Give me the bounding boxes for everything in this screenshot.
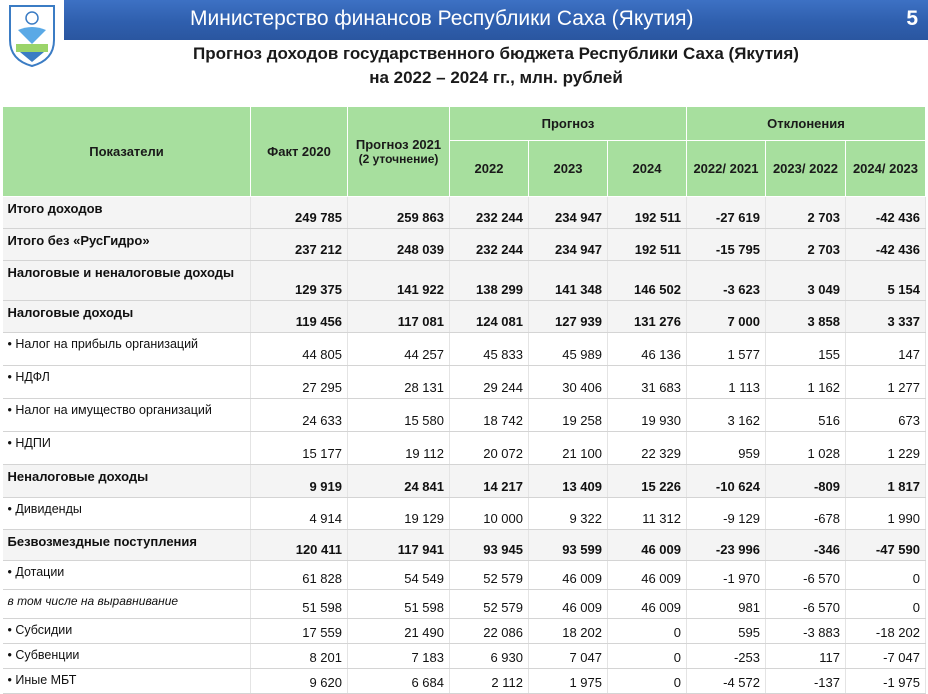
cell-value: 1 162 xyxy=(766,366,846,399)
cell-value: 22 329 xyxy=(608,432,687,465)
cell-value: 3 337 xyxy=(846,301,926,333)
cell-value: 117 941 xyxy=(348,530,450,561)
cell-value: 17 559 xyxy=(251,619,348,644)
row-label: • Субвенции xyxy=(3,644,251,669)
cell-value: -42 436 xyxy=(846,229,926,261)
cell-value: 29 244 xyxy=(450,366,529,399)
cell-value: -346 xyxy=(766,530,846,561)
page-title-line2: на 2022 – 2024 гг., млн. рублей xyxy=(369,68,623,87)
cell-value: 52 579 xyxy=(450,590,529,619)
cell-value: -253 xyxy=(687,644,766,669)
cell-value: 45 989 xyxy=(529,333,608,366)
cell-value: 3 162 xyxy=(687,399,766,432)
table-row xyxy=(3,301,926,333)
cell-value: 6 684 xyxy=(348,669,450,694)
row-label: • НДПИ xyxy=(3,432,251,465)
cell-value: 146 502 xyxy=(608,261,687,301)
cell-value: 124 081 xyxy=(450,301,529,333)
cell-value: 51 598 xyxy=(348,590,450,619)
cell-value: -15 795 xyxy=(687,229,766,261)
cell-value: 3 049 xyxy=(766,261,846,301)
cell-value: 1 975 xyxy=(529,669,608,694)
header-dev-2024-2023: 2024/ 2023 xyxy=(846,141,926,197)
row-label: • Налог на имущество организаций xyxy=(3,399,251,432)
cell-value: 9 620 xyxy=(251,669,348,694)
cell-value: 51 598 xyxy=(251,590,348,619)
cell-value: 46 009 xyxy=(608,590,687,619)
cell-value: 147 xyxy=(846,333,926,366)
cell-value: 18 202 xyxy=(529,619,608,644)
cell-value: 248 039 xyxy=(348,229,450,261)
page-title xyxy=(64,42,928,90)
cell-value: 15 177 xyxy=(251,432,348,465)
cell-value: 1 028 xyxy=(766,432,846,465)
cell-value: 46 009 xyxy=(608,561,687,590)
table-row xyxy=(3,498,926,530)
cell-value: 0 xyxy=(608,669,687,694)
cell-value: 4 914 xyxy=(251,498,348,530)
header-deviations-group: Отклонения xyxy=(687,107,926,141)
cell-value: 259 863 xyxy=(348,197,450,229)
cell-value: 9 919 xyxy=(251,465,348,498)
cell-value: 1 817 xyxy=(846,465,926,498)
table-row xyxy=(3,669,926,694)
cell-value: 15 226 xyxy=(608,465,687,498)
revenue-forecast-table xyxy=(2,106,926,694)
cell-value: 0 xyxy=(608,619,687,644)
cell-value: 28 131 xyxy=(348,366,450,399)
row-label: Налоговые и неналоговые доходы xyxy=(3,261,251,301)
cell-value: 117 xyxy=(766,644,846,669)
cell-value: 673 xyxy=(846,399,926,432)
cell-value: 5 154 xyxy=(846,261,926,301)
cell-value: 192 511 xyxy=(608,197,687,229)
row-label: Неналоговые доходы xyxy=(3,465,251,498)
cell-value: 15 580 xyxy=(348,399,450,432)
row-label: Налоговые доходы xyxy=(3,301,251,333)
cell-value: 959 xyxy=(687,432,766,465)
cell-value: 52 579 xyxy=(450,561,529,590)
cell-value: 516 xyxy=(766,399,846,432)
header-2023: 2023 xyxy=(529,141,608,197)
cell-value: -42 436 xyxy=(846,197,926,229)
cell-value: 7 047 xyxy=(529,644,608,669)
cell-value: -809 xyxy=(766,465,846,498)
cell-value: 93 945 xyxy=(450,530,529,561)
cell-value: 1 990 xyxy=(846,498,926,530)
cell-value: 117 081 xyxy=(348,301,450,333)
cell-value: 1 229 xyxy=(846,432,926,465)
cell-value: 141 922 xyxy=(348,261,450,301)
row-label: Итого без «РусГидро» xyxy=(3,229,251,261)
cell-value: 30 406 xyxy=(529,366,608,399)
cell-value: 46 009 xyxy=(529,561,608,590)
header-dev-2023-2022: 2023/ 2022 xyxy=(766,141,846,197)
table-row xyxy=(3,229,926,261)
cell-value: -18 202 xyxy=(846,619,926,644)
cell-value: 46 009 xyxy=(529,590,608,619)
cell-value: 595 xyxy=(687,619,766,644)
cell-value: 21 490 xyxy=(348,619,450,644)
cell-value: 19 112 xyxy=(348,432,450,465)
header-2024: 2024 xyxy=(608,141,687,197)
header-bar xyxy=(0,0,928,40)
cell-value: 232 244 xyxy=(450,229,529,261)
cell-value: 93 599 xyxy=(529,530,608,561)
cell-value: -678 xyxy=(766,498,846,530)
page-number: 5 xyxy=(906,7,918,30)
header-forecast-2021-note: (2 уточнение) xyxy=(358,152,439,166)
cell-value: 44 257 xyxy=(348,333,450,366)
cell-value: 119 456 xyxy=(251,301,348,333)
header-forecast-group: Прогноз xyxy=(450,107,687,141)
table-row xyxy=(3,644,926,669)
table-row xyxy=(3,561,926,590)
table-row xyxy=(3,261,926,301)
cell-value: 54 549 xyxy=(348,561,450,590)
row-label: • НДФЛ xyxy=(3,366,251,399)
cell-value: 141 348 xyxy=(529,261,608,301)
cell-value: 129 375 xyxy=(251,261,348,301)
row-label: • Дивиденды xyxy=(3,498,251,530)
table-row xyxy=(3,530,926,561)
cell-value: -137 xyxy=(766,669,846,694)
cell-value: 20 072 xyxy=(450,432,529,465)
header-indicator: Показатели xyxy=(3,107,251,197)
table-row xyxy=(3,399,926,432)
page-title-line1: Прогноз доходов государственного бюджета Республики Саха (Якутия) xyxy=(193,44,799,63)
cell-value: 10 000 xyxy=(450,498,529,530)
cell-value: 44 805 xyxy=(251,333,348,366)
cell-value: 13 409 xyxy=(529,465,608,498)
table-row xyxy=(3,590,926,619)
cell-value: 31 683 xyxy=(608,366,687,399)
coat-of-arms-logo xyxy=(0,0,64,70)
row-label: Безвозмездные поступления xyxy=(3,530,251,561)
cell-value: 21 100 xyxy=(529,432,608,465)
ministry-title: Министерство финансов Республики Саха (Якутия) xyxy=(190,7,694,30)
cell-value: 0 xyxy=(846,590,926,619)
cell-value: 19 129 xyxy=(348,498,450,530)
cell-value: 27 295 xyxy=(251,366,348,399)
cell-value: 1 113 xyxy=(687,366,766,399)
header-fact-2020: Факт 2020 xyxy=(251,107,348,197)
cell-value: 981 xyxy=(687,590,766,619)
cell-value: 155 xyxy=(766,333,846,366)
cell-value: -47 590 xyxy=(846,530,926,561)
cell-value: 1 577 xyxy=(687,333,766,366)
cell-value: 46 009 xyxy=(608,530,687,561)
table-row xyxy=(3,366,926,399)
header-forecast-2021-label: Прогноз 2021 xyxy=(355,137,442,152)
cell-value: 7 183 xyxy=(348,644,450,669)
cell-value: -9 129 xyxy=(687,498,766,530)
table-row xyxy=(3,197,926,229)
row-label: • Дотации xyxy=(3,561,251,590)
cell-value: 120 411 xyxy=(251,530,348,561)
cell-value: 9 322 xyxy=(529,498,608,530)
cell-value: -1 975 xyxy=(846,669,926,694)
cell-value: -4 572 xyxy=(687,669,766,694)
cell-value: 19 258 xyxy=(529,399,608,432)
cell-value: 24 841 xyxy=(348,465,450,498)
cell-value: 192 511 xyxy=(608,229,687,261)
cell-value: 249 785 xyxy=(251,197,348,229)
row-label: • Субсидии xyxy=(3,619,251,644)
cell-value: -10 624 xyxy=(687,465,766,498)
table-row xyxy=(3,333,926,366)
cell-value: -23 996 xyxy=(687,530,766,561)
cell-value: 11 312 xyxy=(608,498,687,530)
cell-value: 45 833 xyxy=(450,333,529,366)
cell-value: 234 947 xyxy=(529,229,608,261)
cell-value: 237 212 xyxy=(251,229,348,261)
cell-value: 127 939 xyxy=(529,301,608,333)
cell-value: 24 633 xyxy=(251,399,348,432)
cell-value: 1 277 xyxy=(846,366,926,399)
table-row xyxy=(3,465,926,498)
cell-value: 19 930 xyxy=(608,399,687,432)
cell-value: -7 047 xyxy=(846,644,926,669)
cell-value: 2 112 xyxy=(450,669,529,694)
cell-value: 232 244 xyxy=(450,197,529,229)
cell-value: -27 619 xyxy=(687,197,766,229)
header-2022: 2022 xyxy=(450,141,529,197)
row-label: в том числе на выравнивание xyxy=(3,590,251,619)
header-dev-2022-2021: 2022/ 2021 xyxy=(687,141,766,197)
cell-value: 2 703 xyxy=(766,197,846,229)
cell-value: -3 883 xyxy=(766,619,846,644)
table-row xyxy=(3,619,926,644)
cell-value: 18 742 xyxy=(450,399,529,432)
cell-value: 8 201 xyxy=(251,644,348,669)
row-label: • Налог на прибыль организаций xyxy=(3,333,251,366)
cell-value: 138 299 xyxy=(450,261,529,301)
cell-value: -6 570 xyxy=(766,561,846,590)
row-label: Итого доходов xyxy=(3,197,251,229)
cell-value: 61 828 xyxy=(251,561,348,590)
cell-value: -1 970 xyxy=(687,561,766,590)
cell-value: 0 xyxy=(846,561,926,590)
cell-value: 234 947 xyxy=(529,197,608,229)
cell-value: 131 276 xyxy=(608,301,687,333)
cell-value: 46 136 xyxy=(608,333,687,366)
header-forecast-2021 xyxy=(348,107,450,197)
cell-value: 0 xyxy=(608,644,687,669)
cell-value: 7 000 xyxy=(687,301,766,333)
cell-value: 2 703 xyxy=(766,229,846,261)
cell-value: -3 623 xyxy=(687,261,766,301)
cell-value: 22 086 xyxy=(450,619,529,644)
row-label: • Иные МБТ xyxy=(3,669,251,694)
cell-value: 3 858 xyxy=(766,301,846,333)
cell-value: 14 217 xyxy=(450,465,529,498)
cell-value: 6 930 xyxy=(450,644,529,669)
table-body xyxy=(3,197,926,694)
table-row xyxy=(3,432,926,465)
cell-value: -6 570 xyxy=(766,590,846,619)
